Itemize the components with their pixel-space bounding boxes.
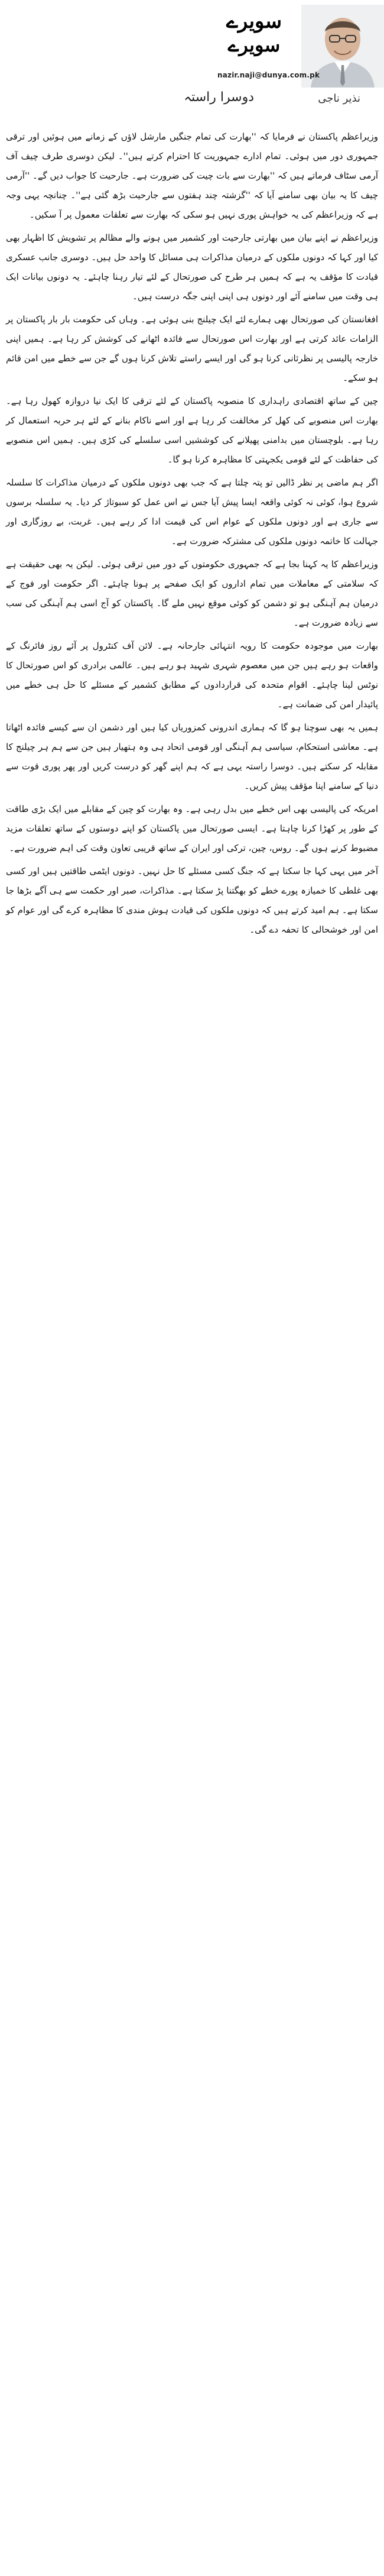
article-paragraph: ہمیں یہ بھی سوچنا ہو گا کہ ہماری اندرونی کمزوریاں کیا ہیں اور دشمن ان سے کیسے فائدہ اٹھاتا ہے۔ معاشی استحکام، سیاسی ہم آہنگی اور قومی اتحاد ہی وہ ہتھیار ہیں جن سے ہم ہر چیلنج کا مقابلہ کر سکتے ہیں۔ دوسرا راستہ یہی ہے کہ ہم اپنے گھر کو درست کریں اور پھر پوری قوت سے دنیا کے سامنے اپنا مؤقف پیش کریں۔ xyxy=(6,722,378,791)
article-body xyxy=(6,127,378,943)
article-paragraph: اگر ہم ماضی پر نظر ڈالیں تو پتہ چلتا ہے کہ جب بھی دونوں ملکوں کے درمیان مذاکرات کا سلسلہ شروع ہوا، کوئی نہ کوئی واقعہ ایسا پیش آیا جس نے اس عمل کو سبوتاژ کر دیا۔ یہ سلسلہ برسوں سے جاری ہے اور دونوں ملکوں کے عوام اس کی قیمت ادا کر رہے ہیں۔ غربت، بے روزگاری اور جہالت کا خاتمہ دونوں ملکوں کی مشترکہ ضرورت ہے۔ xyxy=(6,477,378,546)
article-paragraph: وزیراعظم کا یہ کہنا بجا ہے کہ جمہوری حکومتوں کے دور میں ترقی ہوئی۔ لیکن یہ بھی حقیقت ہے کہ سلامتی کے معاملات میں تمام اداروں کو ایک صفحے پر ہونا چاہئے۔ اگر حکومت اور فوج کے درمیان ہم آہنگی ہو تو دشمن کو کوئی موقع نہیں ملے گا۔ پاکستان کو آج اسی ہم آہنگی کی سب سے زیادہ ضرورت ہے۔ xyxy=(6,559,378,628)
column-logo xyxy=(213,9,295,64)
byline-block xyxy=(213,5,384,93)
column-header xyxy=(0,0,384,124)
column-title: دوسرا راستہ xyxy=(184,90,254,105)
logo-line-1: سویرے xyxy=(226,9,282,33)
article-paragraph: وزیراعظم پاکستان نے فرمایا کہ ''بھارت کی تمام جنگیں مارشل لاؤں کے زمانے میں ہوئیں اور ترقی جمہوری دور میں ہوئی۔ تمام ادارے جمہوریت کا احترام کرتے ہیں''۔ لیکن دوسری طرف چیف آف آرمی سٹاف فرماتے ہیں کہ ''بھارت سے بات چیت کی ضرورت ہے۔ جارحیت کا جواب دیں گے۔ ''آرمی چیف کا یہ بیان بھی سامنے آیا کہ ''گزشتہ چند ہفتوں سے جارحیت بڑھ گئی ہے''۔ چنانچہ یہی وجہ ہے کہ وزیراعظم کی یہ خواہش پوری نہیں ہو سکی کہ بھارت سے تعلقات معمول پر آ سکیں۔ xyxy=(6,131,378,220)
article-paragraph: بھارت میں موجودہ حکومت کا رویہ انتہائی جارحانہ ہے۔ لائن آف کنٹرول پر آئے روز فائرنگ کے واقعات ہو رہے ہیں جن میں معصوم شہری شہید ہو رہے ہیں۔ عالمی برادری کو اس صورتحال کا نوٹس لینا چاہئے۔ اقوام متحدہ کی قراردادوں کے مطابق کشمیر کے مسئلے کا حل ہی خطے میں پائیدار امن کی ضمانت ہے۔ xyxy=(6,640,378,710)
article-paragraph: امریکہ کی پالیسی بھی اس خطے میں بدل رہی ہے۔ وہ بھارت کو چین کے مقابلے میں ایک بڑی طاقت کے طور پر کھڑا کرنا چاہتا ہے۔ ایسی صورتحال میں پاکستان کو اپنے دوستوں کے ساتھ تعلقات مزید مضبوط کرنے ہوں گے۔ روس، چین، ترکی اور ایران کے ساتھ قریبی تعاون وقت کی اہم ضرورت ہے۔ xyxy=(6,804,378,853)
author-name: نذیر ناجی xyxy=(318,92,360,105)
article-paragraph: آخر میں یہی کہا جا سکتا ہے کہ جنگ کسی مسئلے کا حل نہیں۔ دونوں ایٹمی طاقتیں ہیں اور کسی بھی غلطی کا خمیازہ پورے خطے کو بھگتنا پڑ سکتا ہے۔ مذاکرات، صبر اور حکمت سے ہی آگے بڑھا جا سکتا ہے۔ ہم امید کرتے ہیں کہ دونوں ملکوں کی قیادت ہوش مندی کا مظاہرہ کرے گی اور عوام کو امن اور خوشحالی کا تحفہ دے گی۔ xyxy=(6,866,378,935)
title-row xyxy=(0,89,384,115)
article-paragraph: افغانستان کی صورتحال بھی ہمارے لئے ایک چیلنج بنی ہوئی ہے۔ وہاں کی حکومت بار بار پاکستان پر الزامات عائد کرتی ہے اور بھارت اس صورتحال سے فائدہ اٹھانے کی کوشش کر رہا ہے۔ ہمیں اپنی خارجہ پالیسی پر نظرثانی کرنا ہو گی اور ایسے راستے تلاش کرنا ہوں گے جن سے خطے میں امن قائم ہو سکے۔ xyxy=(6,314,378,383)
author-email: nazir.naji@dunya.com.pk xyxy=(217,71,320,79)
article-paragraph: چین کے ساتھ اقتصادی راہداری کا منصوبہ پاکستان کے لئے ترقی کا ایک نیا دروازہ کھول رہا ہے۔ بھارت اس منصوبے کی کھل کر مخالفت کر رہا ہے اور اسے ناکام بنانے کے لئے ہر حربہ استعمال کر رہا ہے۔ بلوچستان میں بدامنی پھیلانے کی کوششیں اسی سلسلے کی کڑی ہیں۔ ہمیں اس منصوبے کی حفاظت کے لئے قومی یکجہتی کا مظاہرہ کرنا ہو گا۔ xyxy=(6,396,378,465)
logo-line-2: سویرے xyxy=(227,34,281,56)
article-paragraph: وزیراعظم نے اپنے بیان میں بھارتی جارحیت اور کشمیر میں ہونے والے مظالم پر تشویش کا اظہار بھی کیا اور کہا کہ دونوں ملکوں کے درمیان مذاکرات ہی مسائل کا واحد حل ہیں۔ دوسری جانب عسکری قیادت کا مؤقف یہ ہے کہ ہمیں ہر طرح کی صورتحال کے لئے تیار رہنا چاہئے۔ یہ دونوں بیانات ایک ہی وقت میں سامنے آئے اور دونوں ہی اپنی اپنی جگہ درست ہیں۔ xyxy=(6,232,378,302)
